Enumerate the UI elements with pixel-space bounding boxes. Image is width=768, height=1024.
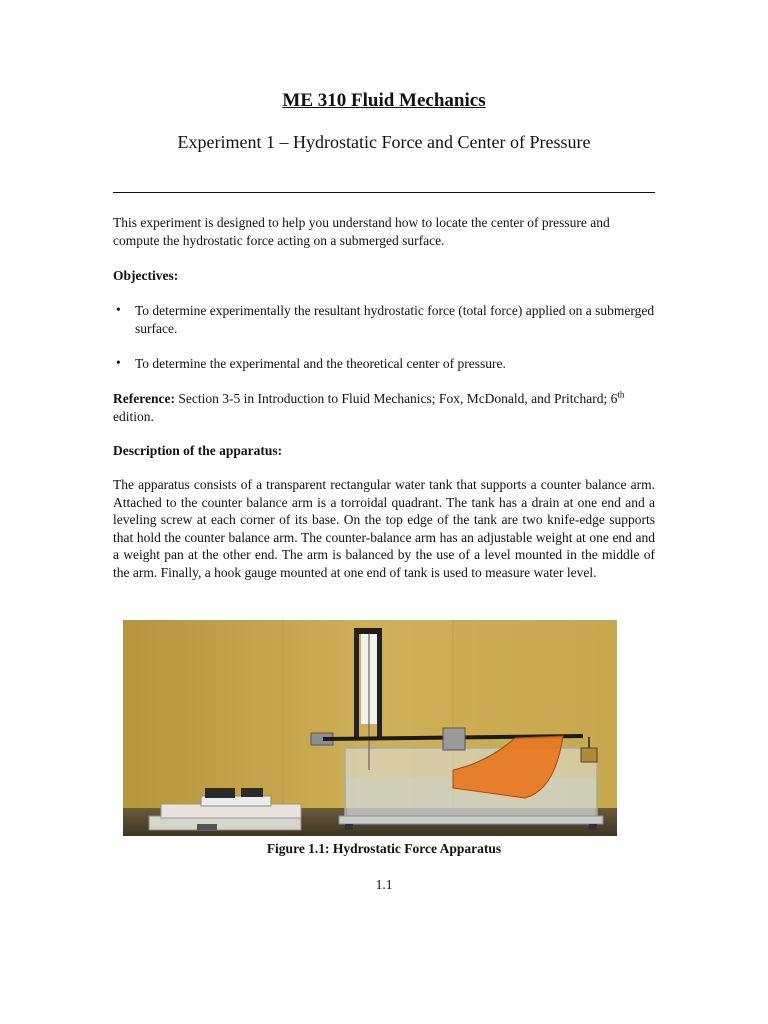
reference-text: Section 3-5 in Introduction to Fluid Mechanics; Fox, McDonald, and Pritchard; 6 bbox=[174, 391, 618, 406]
figure-caption: Figure 1.1: Hydrostatic Force Apparatus bbox=[266, 841, 502, 856]
objective-item: To determine the experimental and the theoretical center of pressure. bbox=[135, 356, 506, 371]
intro-paragraph: This experiment is designed to help you understand how to locate the center of pressure and compute the hydrostatic force acting on a submerged surface. bbox=[113, 215, 610, 248]
reference-superscript: th bbox=[617, 389, 625, 400]
reference-label: Reference: bbox=[113, 391, 175, 406]
page-subtitle: Experiment 1 – Hydrostatic Force and Center of Pressure bbox=[177, 132, 591, 152]
page-title: ME 310 Fluid Mechanics bbox=[282, 90, 486, 111]
apparatus-photo bbox=[123, 620, 617, 836]
bullet-icon: • bbox=[116, 302, 121, 317]
horizontal-rule bbox=[113, 192, 655, 193]
page-number: 1.1 bbox=[375, 877, 393, 892]
bullet-icon: • bbox=[116, 355, 121, 370]
objectives-heading: Objectives: bbox=[113, 268, 179, 283]
objective-item: To determine experimentally the resultant hydrostatic force (total force) applied on a submerged surface. bbox=[135, 303, 655, 336]
apparatus-heading: Description of the apparatus: bbox=[113, 443, 283, 458]
reference-text-end: edition. bbox=[113, 408, 154, 424]
reference-paragraph bbox=[113, 390, 655, 425]
apparatus-paragraph: The apparatus consists of a transparent rectangular water tank that supports a counter balance arm. Attached to the counter balance arm is a torroidal quadrant. The tank has a drain at one end and a leveling screw at each corner of its base. On the top edge of the tank are two knife-edge supports that hold the counter balance arm. The counter-balance arm has an adjustable weight at one end and a weight pan at the other end. The arm is balanced by the use of a level mounted in the middle of the arm. Finally, a hook gauge mounted at one end of tank is used to measure water level. bbox=[113, 477, 655, 580]
